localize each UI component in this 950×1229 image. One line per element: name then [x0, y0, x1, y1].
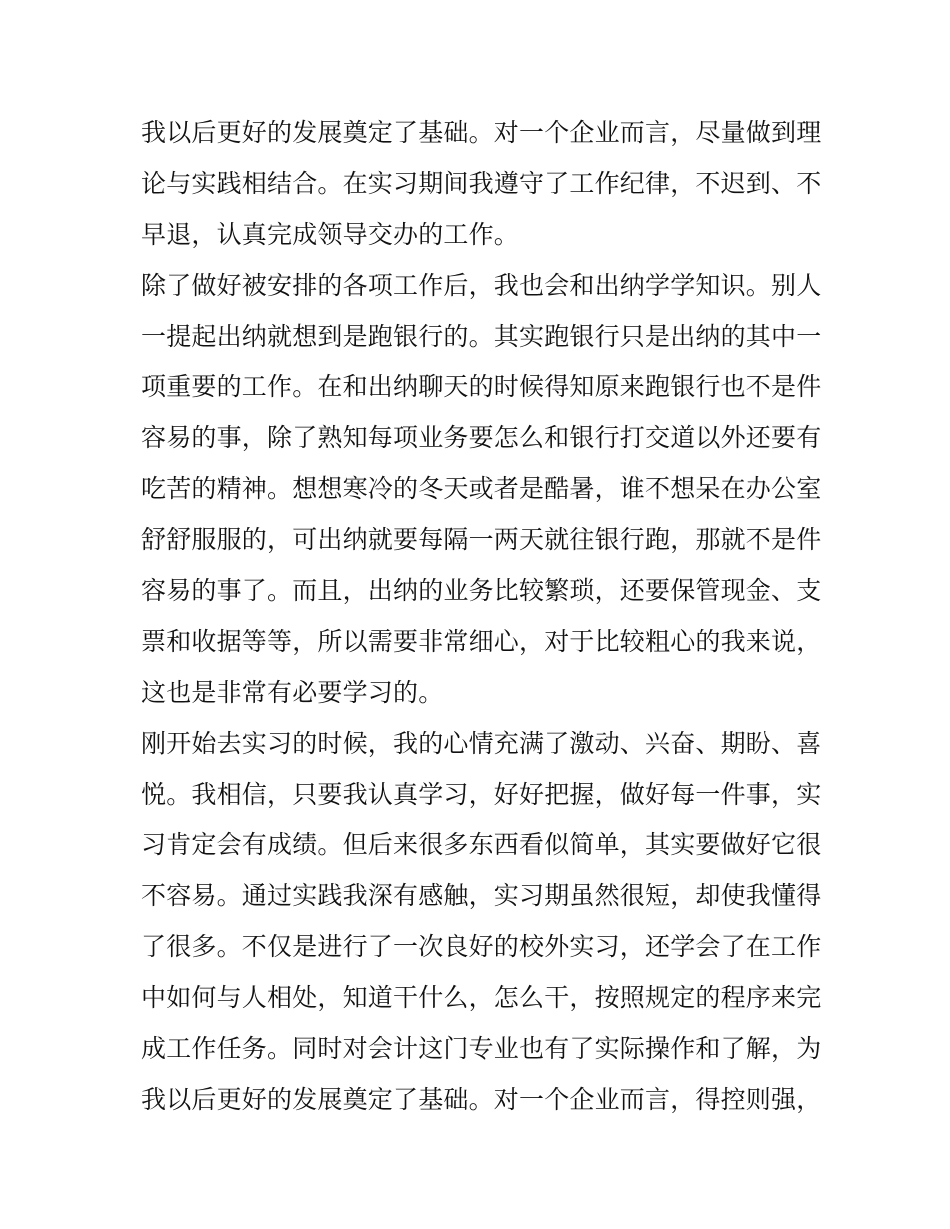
text-line: 项重要的工作。在和出纳聊天的时候得知原来跑银行也不是件: [141, 372, 822, 402]
text-line: 了很多。不仅是进行了一次良好的校外实习，还学会了在工作: [141, 932, 822, 962]
text-line: 票和收据等等，所以需要非常细心，对于比较粗心的我来说，: [141, 626, 822, 656]
text-line: 早退，认真完成领导交办的工作。: [141, 219, 520, 249]
text-line: 我以后更好的发展奠定了基础。对一个企业而言，得控则强，: [141, 1084, 822, 1114]
text-line: 除了做好被安排的各项工作后，我也会和出纳学学知识。别人: [141, 270, 822, 300]
text-line: 成工作任务。同时对会计这门专业也有了实际操作和了解，为: [141, 1034, 822, 1064]
text-line: 容易的事了。而且，出纳的业务比较繁琐，还要保管现金、支: [141, 576, 822, 606]
text-line: 吃苦的精神。想想寒冷的冬天或者是酷暑，谁不想呆在办公室: [141, 474, 822, 504]
text-line: 习肯定会有成绩。但后来很多东西看似简单，其实要做好它很: [141, 830, 822, 860]
text-line: 这也是非常有必要学习的。: [141, 677, 444, 707]
body-text: [141, 108, 821, 1126]
text-line: 悦。我相信，只要我认真学习，好好把握，做好每一件事，实: [141, 779, 822, 809]
text-line: 刚开始去实习的时候，我的心情充满了激动、兴奋、期盼、喜: [141, 728, 822, 758]
text-line: 不容易。通过实践我深有感触，实习期虽然很短，却使我懂得: [141, 881, 822, 911]
text-line: 论与实践相结合。在实习期间我遵守了工作纪律，不迟到、不: [141, 168, 822, 198]
text-line: 舒舒服服的，可出纳就要每隔一两天就往银行跑，那就不是件: [141, 525, 822, 555]
text-line: 中如何与人相处，知道干什么，怎么干，按照规定的程序来完: [141, 983, 822, 1013]
text-line: 容易的事，除了熟知每项业务要怎么和银行打交道以外还要有: [141, 423, 822, 453]
text-line: 我以后更好的发展奠定了基础。对一个企业而言，尽量做到理: [141, 118, 822, 147]
text-line: 一提起出纳就想到是跑银行的。其实跑银行只是出纳的其中一: [141, 321, 822, 351]
